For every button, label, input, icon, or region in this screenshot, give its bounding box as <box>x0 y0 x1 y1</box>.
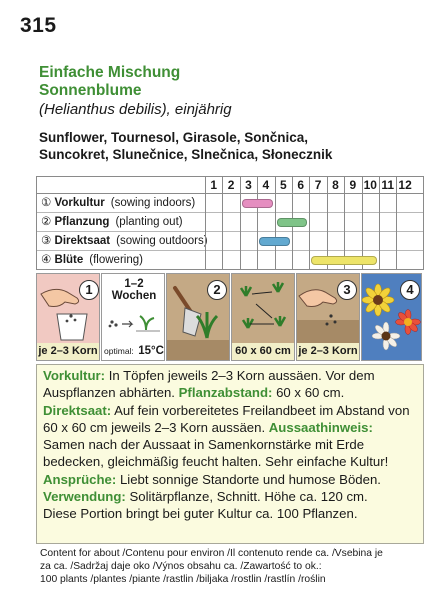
aussaathinweis-key: Aussaathinweis: <box>268 419 373 435</box>
sprouting-seed-icon <box>102 306 165 336</box>
seeds-per-spot-label: je 2–3 Korn <box>297 343 359 360</box>
plant-spacing-icon <box>232 274 295 346</box>
row-mark: ① <box>41 197 52 209</box>
pflanzabstand-key: Pflanzabstand: <box>178 385 273 401</box>
month-label: 3 <box>245 178 252 192</box>
vorkultur-text: In Töpfen jeweils 2–3 Korn aussäen. Vor dem Auspflanzen abhärten. <box>43 368 375 401</box>
germination-weeks-unit: Wochen <box>111 290 157 302</box>
common-names-line2: Suncokret, Slunečnice, Slnečnica, Słonecznik <box>39 147 333 162</box>
ansprueche-text: Liebt sonnige Standorte und humose Böden. <box>116 471 381 487</box>
verwendung-key: Verwendung: <box>43 489 126 505</box>
latin-name: (Helianthus debilis), einjährig <box>39 101 232 118</box>
pictogram-flowering <box>361 273 422 361</box>
row-label: Blüte <box>54 254 84 266</box>
step-number: 3 <box>337 280 357 300</box>
month-label: 7 <box>314 178 322 192</box>
seeds-per-pot-label: je 2–3 Korn <box>37 343 99 360</box>
direktsaat-text: Auf fein vorbereitetes Freilandbeet im Abstand von 60 x 60 cm jeweils 2–3 Korn aussäen. <box>43 402 410 435</box>
pictogram-spacing <box>231 273 295 361</box>
vorkultur-key: Vorkultur: <box>43 368 106 383</box>
pictogram-strip <box>36 273 422 361</box>
row-label: Pflanzung <box>54 216 110 228</box>
verwendung-text: Solitärpflanze, Schnitt. Höhe ca. 120 cm. <box>125 489 368 505</box>
plant-spacing-label: 60 x 60 cm <box>232 343 294 360</box>
verwendung-paragraph <box>43 488 417 505</box>
month-label: 12 <box>398 178 412 192</box>
calendar-bar <box>311 256 377 265</box>
packet-number: 315 <box>20 14 57 37</box>
ansprueche-key: Ansprüche: <box>43 471 117 487</box>
common-names <box>39 129 439 163</box>
calendar-row-direktsaat <box>37 232 423 251</box>
month-label: 4 <box>262 178 270 192</box>
growing-instructions <box>36 364 424 544</box>
variety-title: Einfache Mischung <box>39 64 181 81</box>
vorkultur-paragraph <box>43 367 417 402</box>
content-footer <box>40 547 440 586</box>
step-number: 1 <box>79 280 99 300</box>
pictogram-planting-out <box>166 273 230 361</box>
pictogram-sowing-outdoors <box>296 273 360 361</box>
optimal-temperature: 15°C <box>138 345 164 357</box>
calendar-bar <box>277 218 308 227</box>
ansprueche-paragraph <box>43 471 417 488</box>
plant-name: Sonnenblume <box>39 82 142 99</box>
sowing-calendar <box>36 176 424 270</box>
calendar-bar <box>259 237 290 246</box>
step-number: 4 <box>400 280 420 300</box>
row-sub: (sowing outdoors) <box>116 235 208 247</box>
footer-line1: Content for about /Contenu pour environ /Il contenuto rende ca. /Vsebina je <box>40 548 383 559</box>
month-label: 2 <box>227 178 235 192</box>
direktsaat-paragraph <box>43 402 417 471</box>
month-label: 1 <box>210 178 218 192</box>
portion-text: Diese Portion bringt bei guter Kultur ca. 100 Pflanzen. <box>43 506 358 522</box>
pictogram-germination <box>101 273 165 361</box>
month-label: 10 <box>363 178 377 192</box>
row-mark: ② <box>41 216 52 228</box>
calendar-row-pflanzung <box>37 213 423 232</box>
month-label: 5 <box>279 178 287 192</box>
month-label: 6 <box>297 178 305 192</box>
row-sub: (planting out) <box>115 216 183 228</box>
footer-line2: za ca. /Sadržaj daje oko /Výnos obsahu ca. /Zawartość to ok.: <box>40 561 322 572</box>
common-names-line1: Sunflower, Tournesol, Girasole, Sončnica, <box>39 130 309 145</box>
calendar-bar <box>242 199 273 208</box>
pictogram-sowing-indoors <box>36 273 100 361</box>
direktsaat-key: Direktsaat: <box>43 402 112 418</box>
month-label: 11 <box>381 178 395 192</box>
row-sub: (flowering) <box>89 254 143 266</box>
row-label: Direktsaat <box>54 235 111 247</box>
germination-weeks: 1–2 <box>124 278 144 290</box>
pflanzabstand-text: 60 x 60 cm. <box>272 385 345 401</box>
footer-line3: 100 plants /plantes /piante /rastlin /biljaka /rostlin /rastlín /roślin <box>40 574 326 585</box>
month-label: 9 <box>349 178 357 192</box>
row-mark: ③ <box>41 235 52 247</box>
month-label: 8 <box>332 178 339 192</box>
optimal-label: optimal: <box>104 346 134 356</box>
calendar-row-vorkultur <box>37 194 423 213</box>
step-number: 2 <box>207 280 227 300</box>
row-sub: (sowing indoors) <box>110 197 196 209</box>
aussaathinweis-text: Samen nach der Aussaat in Samenkornstärke mit Erde bedecken, gleichmäßig feucht halten. Sehr einfache Kultur! <box>43 437 389 470</box>
row-mark: ④ <box>41 254 52 266</box>
row-label: Vorkultur <box>54 197 105 209</box>
